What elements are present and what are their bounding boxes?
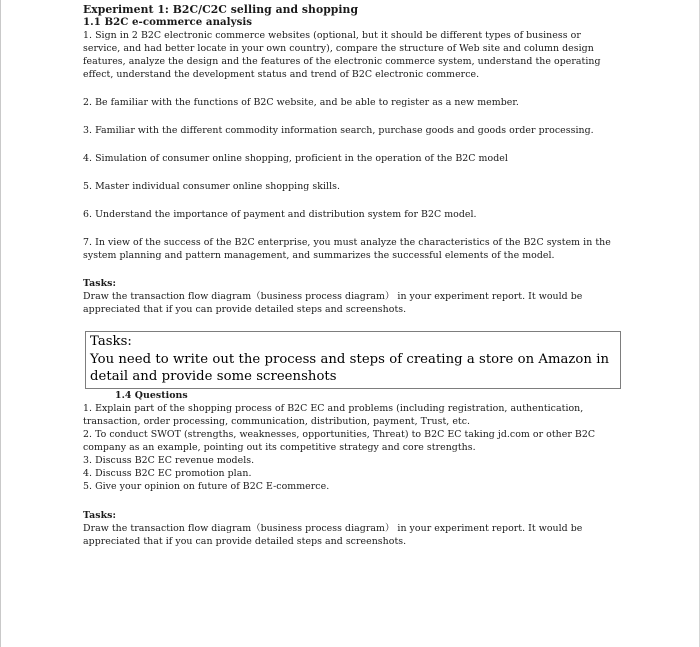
tasks-section-1 — [83, 277, 618, 316]
question-item: 1. Explain part of the shopping process of B2C EC and problems (including registration, authentication, transaction, order processing, communication, distribution, payment, Trust, etc. — [83, 402, 584, 427]
questions-heading: 1.4 Questions — [115, 389, 188, 401]
list-item-5: 5. Master individual consumer online shopping skills. — [83, 181, 341, 192]
tasks-section-2 — [83, 509, 618, 548]
callout-label: Tasks: — [90, 334, 132, 349]
question-item: 2. To conduct SWOT (strengths, weaknesses, opportunities, Threat) to B2C EC taking jd.com or other B2C company as an example, pointing out its competitive strategy and core strengths. — [83, 428, 596, 453]
section-heading-b2c-analysis: 1.1 B2C e-commerce analysis — [83, 16, 253, 28]
tasks-text: Draw the transaction flow diagram（business process diagram） in your experiment report. It would be appreciated that if you can provide detailed steps and screenshots. — [83, 291, 583, 315]
list-item-6: 6. Understand the importance of payment and distribution system for B2C model. — [83, 209, 477, 220]
question-item: 5. Give your opinion on future of B2C E-commerce. — [83, 480, 330, 492]
tasks-label: Tasks: — [83, 509, 116, 521]
list-item-1: 1. Sign in 2 B2C electronic commerce websites (optional, but it should be different types of business or service, and had better locate in your own country), compare the structure of Web site and column design features, analyze the design and the features of the electronic commerce system, understand the operating effect, understand the development status and trend of B2C electronic commerce. — [83, 30, 601, 80]
list-item-4: 4. Simulation of consumer online shopping, proficient in the operation of the B2C model — [83, 153, 508, 164]
callout-text: You need to write out the process and steps of creating a store on Amazon in detail and provide some screenshots — [90, 351, 610, 384]
question-item: 4. Discuss B2C EC promotion plan. — [83, 467, 252, 479]
tasks-text: Draw the transaction flow diagram（business process diagram） in your experiment report. It would be appreciated that if you can provide detailed steps and screenshots. — [83, 522, 583, 547]
question-item: 3. Discuss B2C EC revenue models. — [83, 454, 255, 466]
page-left-edge — [0, 0, 1, 647]
list-item-7: 7. In view of the success of the B2C enterprise, you must analyze the characteristics of the B2C system in the system planning and pattern management, and summarizes the successful elements of the model. — [83, 237, 611, 261]
document-body — [83, 3, 618, 548]
list-item-2: 2. Be familiar with the functions of B2C website, and be able to register as a new member. — [83, 97, 519, 108]
experiment-title: Experiment 1: B2C/C2C selling and shopping — [83, 3, 359, 16]
tasks-label: Tasks: — [83, 278, 116, 289]
tasks-callout-box — [85, 331, 621, 389]
list-item-3: 3. Familiar with the different commodity information search, purchase goods and goods order processing. — [83, 125, 594, 136]
